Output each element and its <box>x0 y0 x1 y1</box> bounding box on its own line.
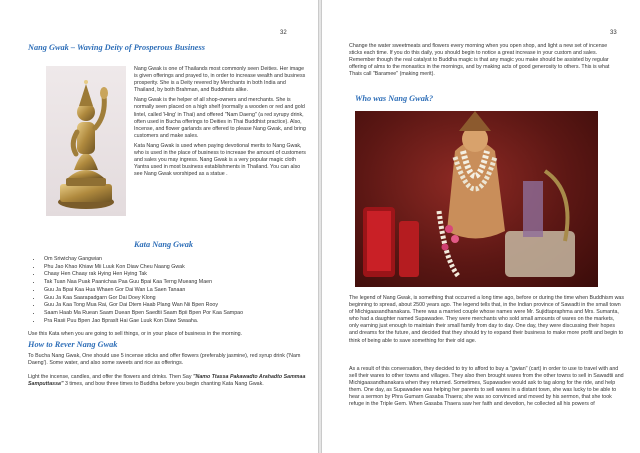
article-title: Nang Gwak – Waving Deity of Prosperous Business <box>28 43 205 52</box>
revere-paragraph: To Bucha Nang Gwak, One should use 5 incense sticks and offer flowers (preferably jasmine), red syrup drink ('Nam Daeng'). Some water, and also some sweets and rice as offerings. <box>28 353 301 367</box>
kata-line: • Pra Rasii Puu Bpen Jao Bpraslt Hai Gae Luuk Kon Diaw Swaaha. <box>42 318 318 326</box>
intro-paragraph: Nang Gwak is the helper of all shop-owners and merchants. She is normally seen placed on a high shelf (normally a wooden or red and gold lintel, called 'Hing' in Thai) and offered "Nam Daeng" (a red syrupy drink, often used in Bucha offerings to Deities in Thai Buddhist practice). Also, Incense, and flower garlands are offered to please Nang Gwak, and bring customers and make sales. <box>134 97 306 139</box>
kata-line: • Guu Ja Kaa Saarapadgarn Gor Dai Doey Klong <box>42 295 318 303</box>
kata-line: • Phu Jao Khao Khiaw Mii Luuk Kon Diaw Cheu Naang Gwak <box>42 264 318 272</box>
kata-list <box>28 256 318 325</box>
shrine-illustration <box>355 111 598 287</box>
intro-text <box>134 66 306 181</box>
intro-paragraph: Kata Nang Gwak is used when paying devotional merits to Nang Gwak, who is used in the place of business to increase the amount of customers and sales you may ingress. Nang Gwak is a very popular magic cloth Yantra used in most business establishments in Thailand. You can also see Nang Gwak worshiped as a statue . <box>134 142 306 178</box>
kata-line: • Guu Ja Bpai Kaa Hua Whaen Gor Dai Wan La Saen Tanaan <box>42 287 318 295</box>
kata-line: • Guu Ja Kaa Tong Mua Rai, Gor Dai Dtem Haab Plang Wan Nii Bpen Rooy <box>42 302 318 310</box>
left-page <box>0 0 318 453</box>
page-number-right: 33 <box>610 30 617 36</box>
chant-intro: Light the incense, candles, and offer the flowers and drinks. Then Say <box>28 374 193 380</box>
legend-paragraph-1: The legend of Nang Gwak, is something that occurred a long time ago, before or during the time when Buddhism was beginning to spread, about 2500 years ago. The legend tells that, in the Indian province of Sawadti in the small town of Michigaasandhanakara. There was a married couple whose names were Mr. Sujidtapraphma and Mrs. Sumanta, who had a daughter named Supawadee. They were merchants who sold small amounts of wares on the markets, only earning just enough to maintain their small family from day to day. One day, they were discussing their hopes and dreams for the future, and decided that they should try to expand their business to make more profit and begin to think of being able to save something for their old age. <box>349 295 625 344</box>
nang-gwak-statue-image <box>46 66 126 216</box>
nang-gwak-shrine-image <box>355 111 598 287</box>
kata-line: • Chaay Hen Chaay rak Hying Hen Hying Tak <box>42 271 318 279</box>
kata-line: • Tak Tuan Naa Puak Paanichaa Paa Guu Bpai Kaa Terng Mueang Maen <box>42 279 318 287</box>
who-heading: Who was Nang Gwak? <box>355 94 434 103</box>
chant-paragraph <box>28 374 310 388</box>
chant-outro: 3 times, and bow three times to Buddha before you begin chanting Kata Nang Gwak. <box>63 381 264 388</box>
legend-paragraph-2: As a result of this conversation, they decided to try to afford to buy a "gwian" (cart) in order to use to travel with and sell their wares to other towns and villages. They also then brought wares from the other towns to sell in Sawadtii and Michigaasandhanakara when they returned. Sometimes, Supawadee would ask to tag along for the ride, and help them. One day, as Supawadee was helping her parents to sell wares in a distant town, she was lucky to be able to hear a sermon by Phra Gumarn Gasaba Thaera; she was so convinced and moved by his sermon, that she took refuge in the Triple Gem. When Gasaba Thaera saw her faith and devotion, he collected all his powers of <box>349 366 624 408</box>
page-number-left: 32 <box>280 30 287 36</box>
kata-heading: Kata Nang Gwak <box>134 240 194 249</box>
kata-note: Use this Kata when you are going to sell things, or in your place of business in the morning. <box>28 331 243 337</box>
offering-paragraph: Change the water sweetmeats and flowers every morning when you open shop, and light a new set of incense sticks each time. If you do this daily, you should begin to notice a great increase in your custom and sales. Remember though the real catalyst to Buddha magic is that any magic you make should be assisted by regular offering of alms to the monastics in the mornings, and by making acts of good generosity to others. This is what Thais call "Baramee" (making merit). <box>349 43 610 78</box>
revere-heading: How to Rever Nang Gwak <box>28 340 118 349</box>
intro-paragraph: Nang Gwak is one of Thailands most commonly seen Deities. Her image is given offerings and prayed to, in order to increase wealth and business prosperity. She is a Deity revered by Merchants in both India and Thailand, by both Brahman, and Buddhists alike. <box>134 66 306 94</box>
statue-illustration <box>46 66 126 216</box>
chant-text: "Namo Ttassa Pakawadto Arahadto Sammaa Samputtassa" <box>28 374 306 388</box>
kata-line: • Saam Haab Ma Ruean Saam Duean Bpen Saedtii Saam Bpii Bpen Por Kaa Sampao <box>42 310 318 318</box>
kata-line: • Om Sriwichay Gangwian <box>42 256 318 264</box>
